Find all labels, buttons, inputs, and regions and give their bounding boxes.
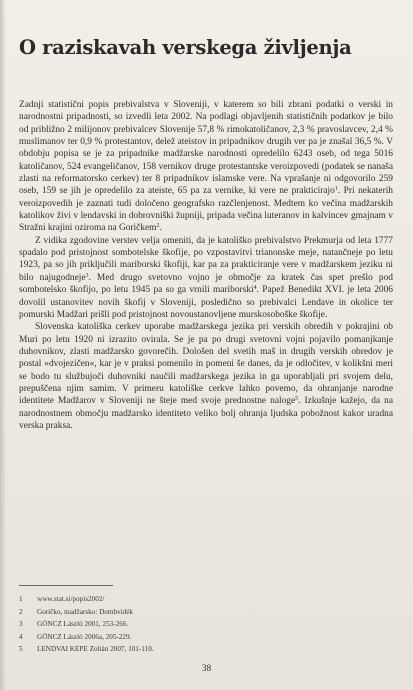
footnote-marker: 4 <box>253 285 257 292</box>
body-text <box>19 99 393 432</box>
footnote <box>19 606 379 619</box>
footnote <box>19 593 379 606</box>
footnotes <box>19 593 379 656</box>
footnote-number: 2 <box>19 607 23 616</box>
footnote-text: Goričko, madžarsko: Dombvidék <box>37 607 134 616</box>
footnote-text: GÖNCZ László 2006a, 205-229. <box>37 632 132 641</box>
paragraph <box>19 99 393 235</box>
footnote-rule <box>19 585 113 586</box>
text-segment: . Med drugo svetovno vojno je območje za kratek čas spet prešlo pod sombotelsko škofijo, po letu 1945 pa so ga vrnili mariborski <box>19 272 393 296</box>
footnote-number: 1 <box>19 595 23 604</box>
footnote-marker: 1 <box>334 186 338 193</box>
paragraph <box>19 321 393 432</box>
footnote <box>19 631 379 644</box>
footnote-number: 4 <box>19 632 23 641</box>
text-segment: . Pri nekaterih veroizpovedih je zaznati tudi določeno geografsko razčlenjenost. Medtem ko večina madžarskih katolikov živi v lendavski in dobrovniški župniji, pripada večina luteranov in kalvincev gmajnam v Stražni krajini oziroma na Goričkem <box>19 186 393 234</box>
footnote-number: 3 <box>19 620 23 629</box>
footnote-number: 5 <box>19 645 23 654</box>
footnote-text: LENDVAI KEPE Zoltán 2007, 101-110. <box>37 645 154 654</box>
text-segment: Slovenska katoliška cerkev uporabe madžarskega jezika pri verskih obredih v pokrajini ob Muri po letu 1920 ni izrazito ovirala. Se je pa po drugi svetovni vojni pojavilo pomanjkanje duhovnikov, zlasti madžarsko govorečih. Dološen del svetih maš in drugih verskih obredov je postal »dvojezičen«, kar je v praksi pomenilo in pomeni še danes, da je odločitev, v kolikšni meri se bodo tu službujoči duhovniki naučili madžarskega jezika in ga uporabljali pri svojem delu, prepuščena njim samim. V primeru katoliške cerkve lahko povemo, da ohranjanje narodne identitete Madžarov v Sloveniji ne šteje med svoje prednostne naloge <box>19 322 393 407</box>
text-segment: . Izkušnje kažejo, da na narodnostnem območju madžarsko identiteto veliko bolj ohranja ljudska pobožnost kakor uradna verska praksa. <box>19 396 394 431</box>
footnote <box>19 618 379 631</box>
text-segment: Z vidika zgodovine verstev velja omeniti, da je katoliško prebivalstvo Prekmurja od leta 1777 spadalo pod pristojnost sombotelske škofije, po vzpostavitvi trianonske meje, natančneje po letu 1923, pa so jih priključili mariborski škofiji, kar pa za prakticiranje vere v madžarskem jeziku ni bilo najugodneje <box>19 235 393 283</box>
text-segment: . Papež Benedikt XVI. je leta 2006 dovolil ustanovitev novih škofij v Sloveniji, posledično so prebivalci Lendave in okolice ter pomurski Madžari prišli pod pristojnost novoustanovljene murskosoboške škofije. <box>19 285 393 320</box>
footnote-text: www.stat.si/popis2002/ <box>37 595 105 604</box>
footnote-text: GÖNCZ László 2001, 253-266. <box>37 620 129 629</box>
page-title: O raziskavah verskega življenja <box>19 36 352 59</box>
footnote <box>19 643 379 656</box>
page-number: 38 <box>201 664 212 674</box>
text-segment: Zadnji statistični popis prebivalstva v Sloveniji, v katerem so bili zbrani podatki o verski in narodnostni pripadnosti, so izvedli leta 2002. Na podlagi objavljenih statističnih podatkov je bilo od približno 2 milijonov prebivalcev Slovenije 57,8 % rimokatoličanov, 2,3 % pravoslavcev, 2,4 % muslimanov ter 0,9 % protestantov, delež ateistov in pripadnikov drugih ver pa je znašal 36,5 %. V obdobju popisa se je za pripadnike madžarske narodnosti opredelilo 6243 oseb, od tega 5016 katoličanov, 524 evangeličanov, 158 vernikov druge protestantske veroizpovedi (podatek se nanaša zlasti na reformatorsko cerkev) ter 8 pripadnikov islamske vere. Na vprašanje ni odgovorilo 259 oseb, 159 se jih je opredelilo za ateiste, 65 pa za vernike, ki vere ne prakticirajo <box>19 100 393 197</box>
text-segment: . <box>159 223 162 234</box>
paragraph <box>19 235 393 321</box>
footnote-marker: 2 <box>156 223 160 230</box>
footnote-marker: 5 <box>295 396 299 403</box>
footnote-marker: 3 <box>85 272 89 279</box>
